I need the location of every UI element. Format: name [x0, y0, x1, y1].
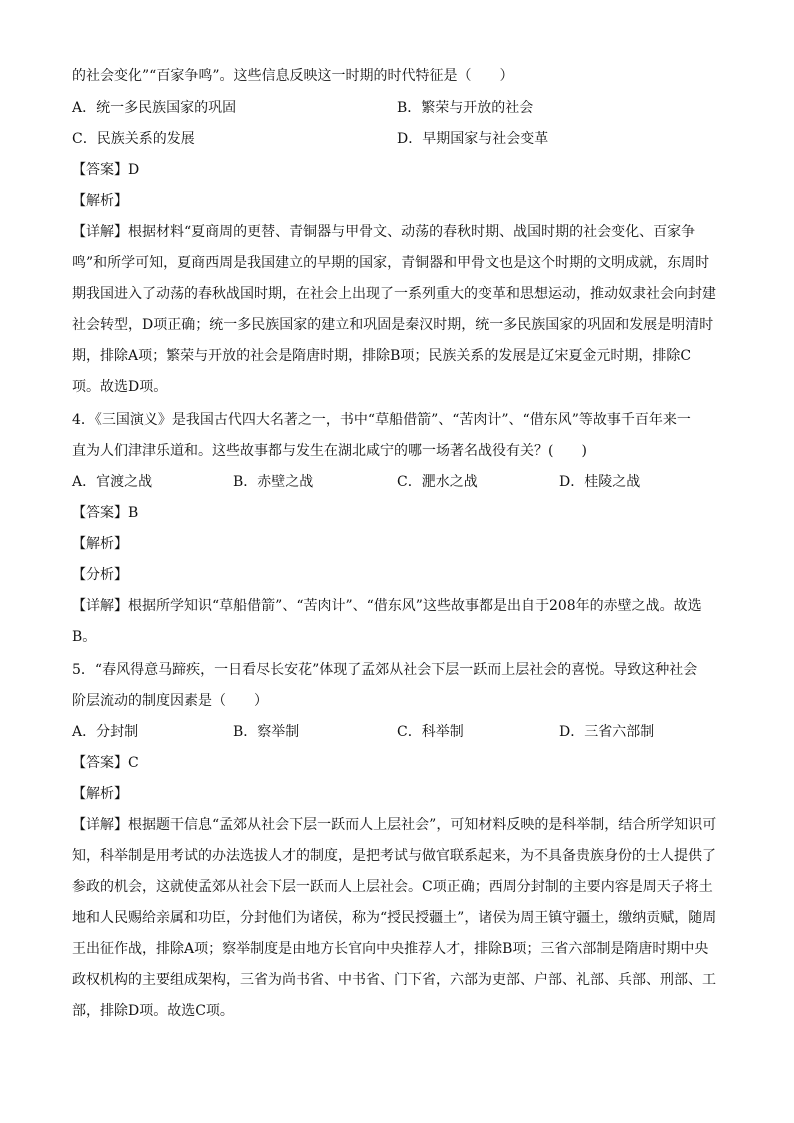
- q4-option-b: B．赤壁之战: [233, 474, 314, 490]
- q5-detail-line: 地和人民赐给亲属和功臣，分封他们为诸侯，称为“授民授疆土”，诸侯为周王镇守疆土，缴纳贡赋，随周: [72, 910, 717, 926]
- q3-detail-line: 【详解】根据材料“夏商周的更替、青铜器与甲骨文、动荡的春秋时期、战国时期的社会变化、百家争: [72, 224, 696, 240]
- q3-detail-line: 社会转型，D项正确；统一多民族国家的建立和巩固是秦汉时期，统一多民族国家的巩固和发展是明清时: [72, 317, 714, 333]
- q4-stem-line: 直为人们津津乐道和。这些故事都与发生在湖北咸宁的哪一场著名战役有关？( ): [72, 443, 587, 459]
- q3-option-b: B．繁荣与开放的社会: [397, 100, 534, 116]
- q4-stem-line: 4．《三国演义》是我国古代四大名著之一，书中“草船借箭”、“苦肉计”、“借东风”等故事千百年来一: [72, 412, 691, 428]
- q4-option-c: C．淝水之战: [397, 474, 478, 490]
- q3-detail-line: 鸣”和所学可知，夏商西周是我国建立的早期的国家，青铜器和甲骨文也是这个时期的文明成就，东周时: [72, 255, 710, 271]
- q5-detail-line: 【详解】根据题干信息“孟郊从社会下层一跃而人上层社会”，可知材料反映的是科举制，结合所学知识可: [72, 817, 717, 833]
- q5-detail-line: 部，排除D项。故选C项。: [72, 1003, 234, 1019]
- q3-analysis-label: 【解析】: [72, 193, 128, 209]
- q5-answer: 【答案】C: [72, 755, 139, 771]
- q5-detail-line: 参政的机会，这就使孟郊从社会下层一跃而人上层社会。C项正确；西周分封制的主要内容是周天子将土: [72, 879, 713, 895]
- q5-detail-line: 王出征作战，排除A项；察举制度是由地方长官向中央推荐人才，排除B项；三省六部制是隋唐时期中央: [72, 941, 709, 957]
- q3-option-d: D．早期国家与社会变革: [397, 131, 549, 147]
- q5-stem-line: 阶层流动的制度因素是（ ）: [72, 693, 268, 709]
- q4-option-a: A．官渡之战: [72, 474, 153, 490]
- q3-detail-line: 期我国进入了动荡的春秋战国时期，在社会上出现了一系列重大的变革和思想运动，推动奴隶社会向封建: [72, 286, 716, 302]
- q4-option-d: D．桂陵之战: [559, 474, 641, 490]
- q5-option-b: B．察举制: [233, 724, 300, 740]
- q5-detail-line: 政权机构的主要组成架构，三省为尚书省、中书省、门下省，六部为吏部、户部、礼部、兵部、刑部、工: [72, 972, 716, 988]
- q3-option-a: A．统一多民族国家的巩固: [72, 100, 237, 116]
- q5-analysis-label: 【解析】: [72, 786, 128, 802]
- q3-option-c: C．民族关系的发展: [72, 131, 195, 147]
- q5-option-a: A．分封制: [72, 724, 139, 740]
- q4-analysis-label: 【解析】: [72, 536, 128, 552]
- q5-stem-line: 5．“春风得意马蹄疾，一日看尽长安花”体现了孟郊从社会下层一跃而上层社会的喜悦。导致这种社会: [72, 662, 698, 678]
- q4-detail-line: B。: [72, 629, 97, 645]
- q5-detail-line: 知，科举制是用考试的办法选拔人才的制度，是把考试与做官联系起来，为不具备贵族身份的士人提供了: [72, 848, 716, 864]
- q4-fenxi-label: 【分析】: [72, 567, 128, 583]
- q4-detail-line: 【详解】根据所学知识“草船借箭”、“苦肉计”、“借东风”这些故事都是出自于208年的赤壁之战。故选: [72, 598, 702, 614]
- q5-option-d: D．三省六部制: [559, 724, 655, 740]
- q5-option-c: C．科举制: [397, 724, 464, 740]
- q3-stem: 的社会变化”“百家争鸣”。这些信息反映这一时期的时代特征是（ ）: [72, 68, 514, 84]
- q3-detail-line: 期，排除A项；繁荣与开放的社会是隋唐时期，排除B项；民族关系的发展是辽宋夏金元时期，排除C: [72, 348, 692, 364]
- q4-answer: 【答案】B: [72, 505, 139, 521]
- q3-detail-line: 项。故选D项。: [72, 379, 168, 395]
- q3-answer: 【答案】D: [72, 162, 140, 178]
